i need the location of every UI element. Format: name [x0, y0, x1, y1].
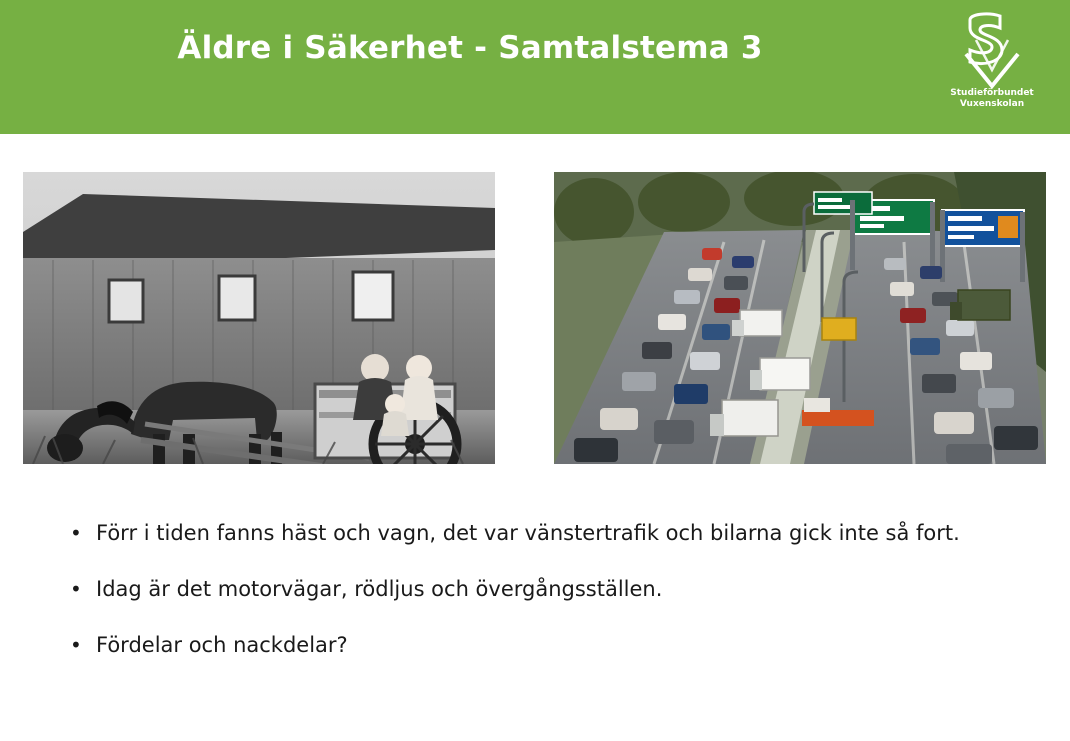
- bullet-text: Förr i tiden fanns häst och vagn, det var vänstertrafik och bilarna gick inte så fort.: [96, 521, 960, 545]
- bullet-text: Idag är det motorvägar, rödljus och övergångsställen.: [96, 577, 663, 601]
- bullet-text: Fördelar och nackdelar?: [96, 633, 348, 657]
- list-item: [70, 518, 1020, 548]
- logo-text: [936, 88, 1048, 110]
- bullet-list: [70, 518, 1020, 686]
- header-band: [0, 0, 1070, 134]
- list-item: [70, 574, 1020, 604]
- bullet-icon: •: [70, 577, 82, 601]
- logo-text-line2: Vuxenskolan: [959, 99, 1025, 109]
- list-item: [70, 630, 1020, 660]
- bullet-icon: •: [70, 521, 82, 545]
- logo: [936, 10, 1048, 118]
- bullet-icon: •: [70, 633, 82, 657]
- motorway-traffic-photo: [554, 172, 1046, 464]
- logo-text-line1: Studieförbundet: [950, 88, 1034, 98]
- page-title: Äldre i Säkerhet - Samtalstema 3: [177, 30, 763, 66]
- horse-and-cart-photo: [23, 172, 495, 464]
